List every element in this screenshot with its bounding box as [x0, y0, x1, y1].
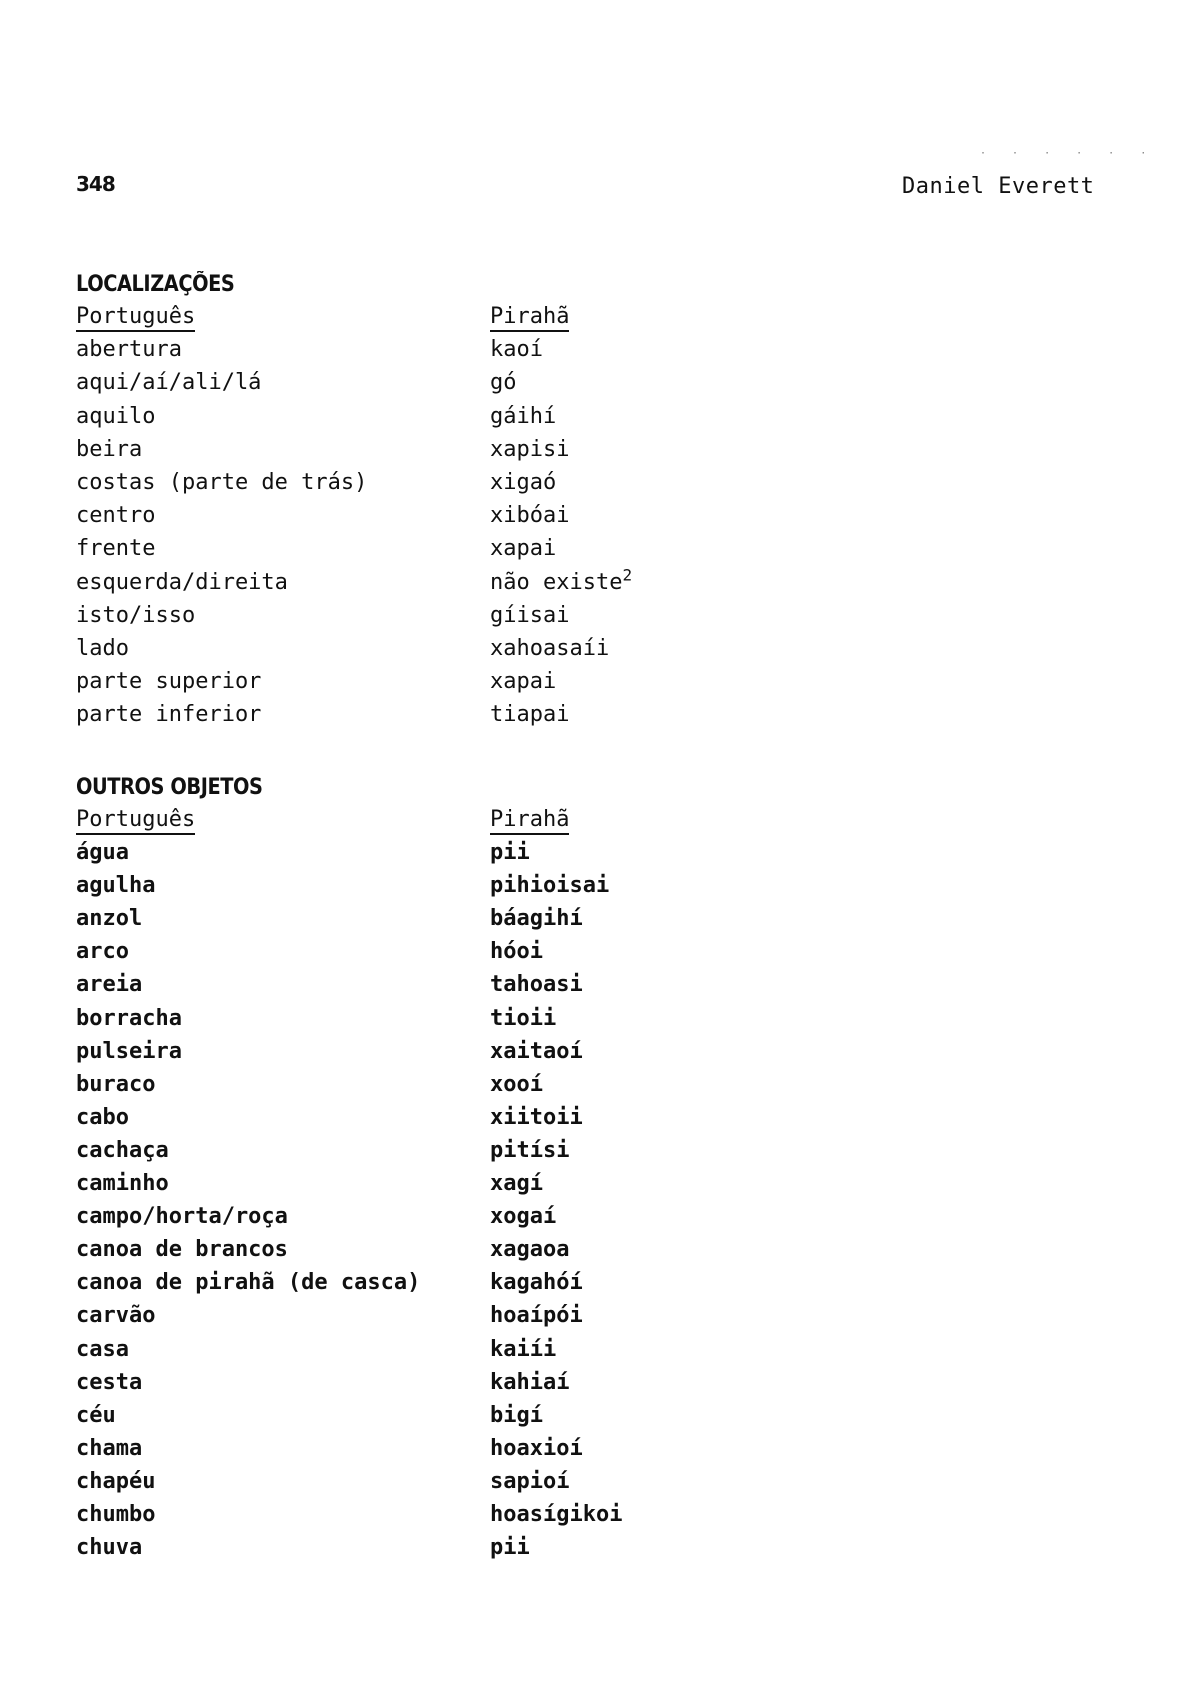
list-item [76, 366, 790, 399]
list-item [76, 698, 790, 731]
portuguese-term: carvão [76, 1303, 156, 1329]
section-outros-objetos [76, 773, 790, 1564]
list-item [76, 532, 790, 565]
list-item [76, 1200, 790, 1233]
portuguese-term: canoa de brancos [76, 1237, 288, 1263]
list-item [76, 1432, 790, 1465]
piraha-term-text: xagí [490, 1171, 543, 1197]
piraha-term-text: gó [490, 370, 517, 396]
list-item [76, 1333, 790, 1366]
piraha-term [490, 566, 790, 599]
list-item [76, 869, 790, 902]
piraha-term-text: xahoasaíi [490, 635, 610, 661]
list-item [76, 632, 790, 665]
portuguese-term: esquerda/direita [76, 569, 288, 595]
piraha-term-text: hoaxioí [490, 1435, 583, 1461]
column-header-portuguese: Português [76, 304, 195, 332]
portuguese-term: cachaça [76, 1137, 169, 1163]
piraha-term [490, 1035, 790, 1068]
portuguese-term: buraco [76, 1071, 156, 1097]
piraha-term [490, 599, 790, 632]
portuguese-term: chama [76, 1435, 143, 1461]
piraha-term [490, 366, 790, 399]
piraha-term-text: xooí [490, 1071, 543, 1097]
portuguese-term: borracha [76, 1005, 182, 1031]
piraha-term [490, 902, 790, 935]
piraha-term-text: pii [490, 1535, 530, 1561]
list-item [76, 1399, 790, 1432]
piraha-term [490, 1266, 790, 1299]
list-item [76, 433, 790, 466]
portuguese-term: casa [76, 1336, 129, 1362]
portuguese-term: caminho [76, 1171, 169, 1197]
list-item [76, 400, 790, 433]
piraha-term-text: xagaoa [490, 1237, 570, 1263]
list-item [76, 968, 790, 1001]
list-item [76, 499, 790, 532]
portuguese-term: beira [76, 436, 143, 462]
piraha-term [490, 869, 790, 902]
scan-specks: · · · · · · [980, 148, 1157, 159]
piraha-term-text: xogaí [490, 1204, 557, 1230]
portuguese-term: costas (parte de trás) [76, 469, 368, 495]
list-item [76, 1465, 790, 1498]
list-item [76, 935, 790, 968]
piraha-term-text: pii [490, 840, 530, 866]
piraha-term-text: xapai [490, 536, 557, 562]
piraha-term [490, 1432, 790, 1465]
piraha-term [490, 665, 790, 698]
portuguese-term: areia [76, 972, 143, 998]
list-item [76, 1068, 790, 1101]
piraha-term [490, 433, 790, 466]
portuguese-term: chapéu [76, 1468, 156, 1494]
portuguese-term: cabo [76, 1104, 129, 1130]
section-title: LOCALIZAÇÕES [76, 272, 235, 297]
list-item [76, 1134, 790, 1167]
piraha-term [490, 632, 790, 665]
piraha-term-text: báagihí [490, 906, 583, 932]
piraha-term-text: tioii [490, 1005, 557, 1031]
list-item [76, 566, 790, 599]
vocabulary-list [76, 836, 790, 1564]
list-item [76, 665, 790, 698]
piraha-term-text: xapai [490, 669, 557, 695]
list-item [76, 1299, 790, 1332]
column-headers [76, 803, 790, 836]
section-localizacoes [76, 270, 790, 731]
piraha-term [490, 1134, 790, 1167]
piraha-term [490, 968, 790, 1001]
piraha-term-text: não existe [490, 569, 623, 595]
piraha-term [490, 1200, 790, 1233]
piraha-term [490, 1101, 790, 1134]
piraha-term-text: sapioí [490, 1468, 570, 1494]
piraha-term [490, 1366, 790, 1399]
piraha-term-text: kahiaí [490, 1369, 570, 1395]
piraha-term [490, 466, 790, 499]
list-item [76, 1035, 790, 1068]
piraha-term [490, 1233, 790, 1266]
piraha-term-text: pihioisai [490, 873, 610, 899]
portuguese-term: canoa de pirahã (de casca) [76, 1270, 421, 1296]
piraha-term [490, 836, 790, 869]
piraha-term [490, 1399, 790, 1432]
piraha-term [490, 1465, 790, 1498]
piraha-term-text: kaiíi [490, 1336, 557, 1362]
piraha-term-text: xibóai [490, 503, 570, 529]
piraha-term [490, 698, 790, 731]
piraha-term-text: xiitoii [490, 1104, 583, 1130]
list-item [76, 333, 790, 366]
piraha-term [490, 1167, 790, 1200]
portuguese-term: água [76, 840, 129, 866]
piraha-term-text: bigí [490, 1402, 543, 1428]
piraha-term [490, 1002, 790, 1035]
piraha-term [490, 1333, 790, 1366]
piraha-term-text: hóoi [490, 939, 543, 965]
list-item [76, 1366, 790, 1399]
list-item [76, 1531, 790, 1564]
piraha-term [490, 1299, 790, 1332]
piraha-term-text: hoasígikoi [490, 1501, 623, 1527]
piraha-term-text: gíisai [490, 602, 570, 628]
list-item [76, 1266, 790, 1299]
portuguese-term: frente [76, 536, 156, 562]
portuguese-term: centro [76, 503, 156, 529]
portuguese-term: anzol [76, 906, 143, 932]
portuguese-term: cesta [76, 1369, 143, 1395]
piraha-term [490, 400, 790, 433]
piraha-term [490, 499, 790, 532]
piraha-term [490, 333, 790, 366]
running-header-author: Daniel Everett [902, 174, 1095, 199]
portuguese-term: chuva [76, 1535, 143, 1561]
portuguese-term: chumbo [76, 1501, 156, 1527]
portuguese-term: abertura [76, 337, 182, 363]
column-headers [76, 300, 790, 333]
column-header-portuguese: Português [76, 807, 195, 835]
list-item [76, 1167, 790, 1200]
portuguese-term: isto/isso [76, 602, 196, 628]
column-header-piraha: Pirahã [490, 304, 569, 332]
section-title: OUTROS OBJETOS [76, 775, 263, 800]
list-item [76, 902, 790, 935]
piraha-term [490, 532, 790, 565]
piraha-term-text: pitísi [490, 1137, 570, 1163]
piraha-term [490, 935, 790, 968]
portuguese-term: agulha [76, 873, 156, 899]
portuguese-term: pulseira [76, 1038, 182, 1064]
list-item [76, 599, 790, 632]
piraha-term [490, 1498, 790, 1531]
portuguese-term: lado [76, 635, 129, 661]
list-item [76, 1101, 790, 1134]
list-item [76, 466, 790, 499]
piraha-term-text: xapisi [490, 436, 570, 462]
portuguese-term: arco [76, 939, 129, 965]
portuguese-term: parte superior [76, 669, 262, 695]
piraha-term-text: gáihí [490, 403, 557, 429]
piraha-term-text: tahoasi [490, 972, 583, 998]
piraha-term [490, 1068, 790, 1101]
list-item [76, 1002, 790, 1035]
list-item [76, 1233, 790, 1266]
column-header-piraha: Pirahã [490, 807, 569, 835]
portuguese-term: aquilo [76, 403, 156, 429]
piraha-term-text: tiapai [490, 702, 570, 728]
portuguese-term: aqui/aí/ali/lá [76, 370, 262, 396]
piraha-term-text: xigaó [490, 469, 557, 495]
footnote-marker: 2 [622, 565, 633, 585]
piraha-term-text: hoaípói [490, 1303, 583, 1329]
page-number: 348 [76, 172, 115, 196]
portuguese-term: campo/horta/roça [76, 1204, 288, 1230]
portuguese-term: céu [76, 1402, 116, 1428]
piraha-term-text: xaitaoí [490, 1038, 583, 1064]
portuguese-term: parte inferior [76, 702, 262, 728]
list-item [76, 836, 790, 869]
piraha-term [490, 1531, 790, 1564]
vocabulary-list [76, 333, 790, 731]
list-item [76, 1498, 790, 1531]
piraha-term-text: kaoí [490, 337, 543, 363]
piraha-term-text: kagahóí [490, 1270, 583, 1296]
